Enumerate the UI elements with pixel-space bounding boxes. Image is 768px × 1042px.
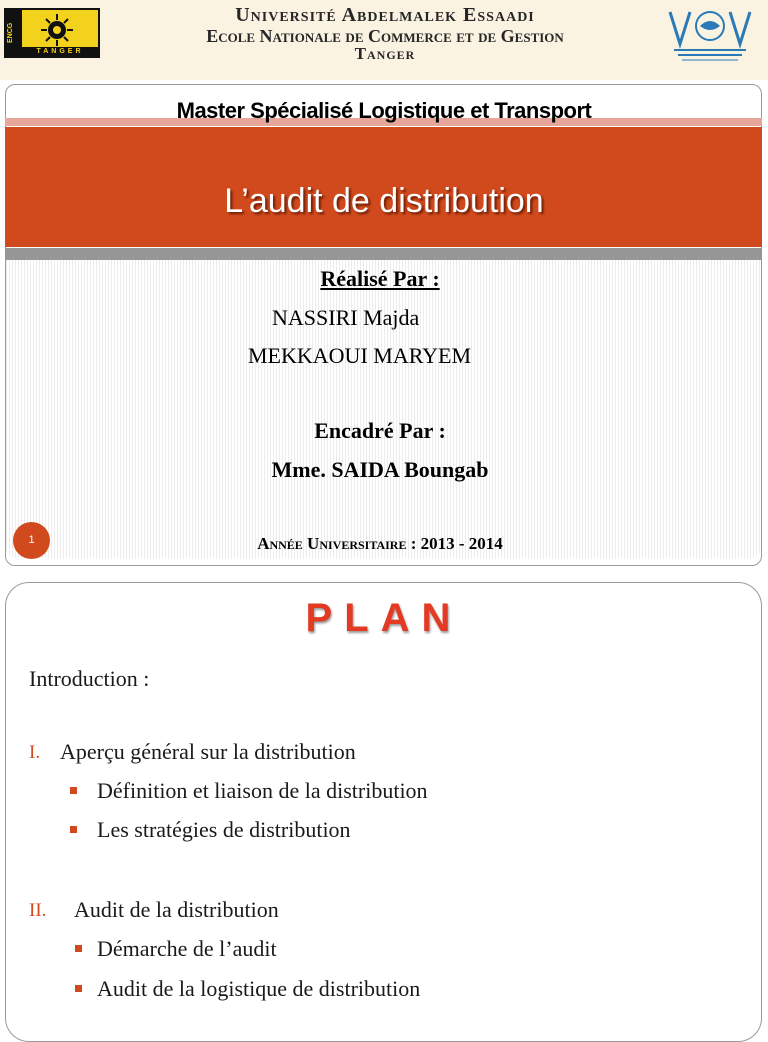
- plan-introduction: Introduction :: [29, 666, 150, 691]
- academic-year-value: : 2013 - 2014: [406, 534, 503, 553]
- supervisor-name: Mme. SAIDA Boungab: [271, 457, 489, 482]
- encg-logo-vertical-text: ENCG: [6, 10, 22, 56]
- section-number: I.: [29, 742, 41, 763]
- university-header: [0, 0, 768, 80]
- square-bullet-icon: [75, 945, 82, 952]
- section-title: Audit de la distribution: [74, 897, 279, 922]
- school-name: Ecole Nationale de Commerce et de Gestion: [206, 26, 564, 46]
- section-item: Les stratégies de distribution: [97, 817, 351, 842]
- section-number: II.: [29, 900, 47, 921]
- encg-logo: [4, 8, 100, 58]
- encg-logo-city-text: TANGER: [22, 47, 98, 56]
- academic-year: [0, 534, 760, 554]
- square-bullet-icon: [70, 826, 77, 833]
- sun-emblem-icon: [34, 12, 80, 48]
- square-bullet-icon: [70, 787, 77, 794]
- slide-number-badge: 1: [13, 522, 50, 559]
- realise-par-label: Réalisé Par :: [320, 266, 440, 291]
- slide-2: [5, 582, 762, 1042]
- plan-title: PLAN: [305, 596, 463, 640]
- university-logo-icon: [660, 4, 760, 68]
- section-item: Audit de la logistique de distribution: [97, 976, 421, 1001]
- section-item: Démarche de l’audit: [97, 936, 277, 961]
- author-name: NASSIRI Majda: [272, 305, 420, 330]
- academic-year-label: Année Universitaire: [257, 534, 407, 553]
- city-name: Tanger: [354, 44, 416, 63]
- section-title: Aperçu général sur la distribution: [60, 739, 356, 764]
- presentation-title: L’audit de distribution: [224, 182, 544, 220]
- author-name: MEKKAOUI MARYEM: [248, 343, 472, 368]
- accent-strip-grey: [5, 248, 762, 260]
- section-item: Définition et liaison de la distribution: [97, 778, 428, 803]
- encadre-par-label: Encadré Par :: [314, 418, 446, 443]
- program-name: Master Spécialisé Logistique et Transport: [176, 98, 592, 123]
- square-bullet-icon: [75, 985, 82, 992]
- university-name: Université Abdelmalek Essaadi: [235, 4, 535, 26]
